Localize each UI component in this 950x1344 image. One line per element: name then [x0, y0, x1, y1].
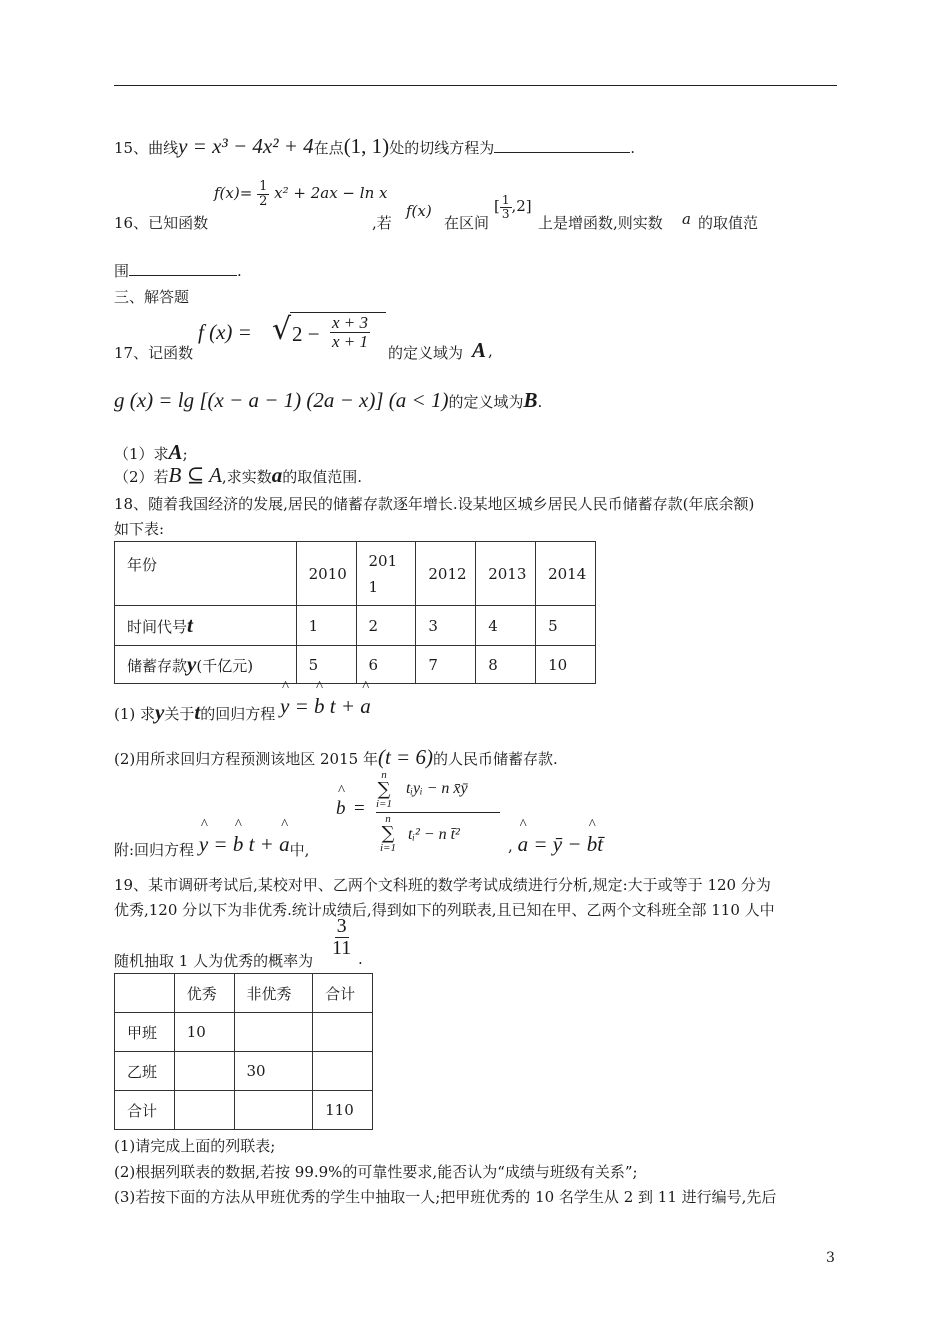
- table-cell[interactable]: [174, 1091, 234, 1130]
- q16-third-den: 3: [501, 206, 510, 221]
- q17-sub1-prefix: （1）求: [114, 445, 169, 463]
- sum-icon: ∑: [381, 823, 395, 844]
- sum-icon: ∑: [377, 779, 391, 800]
- q16-half-den: 2: [259, 193, 268, 209]
- question-16-line2: [114, 260, 242, 281]
- table-header-cell: 合计: [313, 974, 373, 1013]
- q17-g-expression: g (x) = lg [(x − a − 1) (2a − x)] (a < 1): [114, 388, 449, 412]
- q19-line2: 优秀,120 分以下为非优秀.统计成绩后,得到如下的列联表,且已知在甲、乙两个文科班全部 110 人中: [114, 901, 775, 919]
- q16-fx: f(x): [406, 202, 432, 220]
- table-cell: 10: [174, 1013, 234, 1052]
- q16-interval: [494, 194, 532, 220]
- q16-answer-blank[interactable]: [129, 261, 237, 276]
- q16-mid2: 在区间: [444, 214, 490, 232]
- sum-top-index: i=1: [376, 798, 392, 810]
- a-hat-formula: [508, 832, 603, 857]
- q15-mid: 在点: [313, 139, 344, 157]
- section-title: 三、解答题: [114, 288, 190, 306]
- q16-var-a: a: [682, 210, 691, 228]
- q16-int-close: ,2]: [511, 197, 532, 216]
- table-cell: 3: [416, 606, 476, 646]
- q17-sub1: [114, 440, 188, 465]
- table-cell: 2014: [536, 542, 596, 606]
- b-hat-formula: [336, 770, 506, 860]
- q19-sub2: (2)根据列联表的数据,若按 99.9%的可靠性要求,能否认为“成绩与班级有关系”;: [114, 1163, 638, 1181]
- table-cell: 110: [313, 1091, 373, 1130]
- b-hat-num-expr: tᵢyᵢ − n x̄ȳ: [406, 780, 468, 797]
- q16-line2-text: 围: [114, 262, 130, 280]
- q16-end: .: [237, 262, 242, 280]
- appendix-regression: [199, 832, 290, 856]
- q17-set-a: A: [472, 338, 487, 362]
- table-cell[interactable]: [313, 1052, 373, 1091]
- question-15: [114, 134, 635, 159]
- q18-sub2: [114, 745, 558, 770]
- time-var-t: t: [187, 613, 193, 637]
- contingency-table: [114, 973, 373, 1130]
- reg-y-hat: ^ y: [280, 694, 289, 719]
- q16-int-open: [: [494, 197, 500, 216]
- app-eq: =: [213, 832, 228, 856]
- q15-point: (1, 1): [343, 134, 390, 158]
- table-cell: 1: [296, 606, 356, 646]
- q18-sub2-prefix: (2)用所求回归方程预测该地区 2015 年: [114, 750, 378, 768]
- a-hat-rhs: = ȳ −: [533, 832, 582, 856]
- q18-sub1-prefix: (1) 求: [114, 705, 156, 723]
- reg-eq: =: [294, 694, 309, 718]
- table-header-cell: [115, 974, 175, 1013]
- q18-line2: 如下表:: [114, 520, 165, 538]
- q16-function: [214, 180, 387, 208]
- q17-sub1-var: A: [168, 440, 183, 464]
- table-cell: 2013: [476, 542, 536, 606]
- reg-t: t +: [329, 694, 356, 718]
- sum-bottom-n: n: [385, 813, 391, 825]
- year-2011-part-b: 1: [368, 577, 379, 596]
- table-cell[interactable]: [234, 1091, 313, 1130]
- table-cell-year-label: 年份: [115, 542, 297, 606]
- a-hat-tbar: t̄: [597, 832, 604, 856]
- q16-suffix: 的取值范: [698, 214, 759, 232]
- savings-unit: (千亿元): [196, 657, 254, 675]
- table-cell: 30: [234, 1052, 313, 1091]
- sum-bottom: [380, 814, 396, 854]
- q17-sub2-prefix: （2）若: [114, 468, 169, 486]
- table-cell: 2012: [416, 542, 476, 606]
- q17-sub2-end: 的取值范围.: [282, 468, 362, 486]
- table-cell: 5: [536, 606, 596, 646]
- b-hat-denominator: [380, 814, 500, 858]
- table-cell: 4: [476, 606, 536, 646]
- sum-top-n: n: [381, 769, 387, 781]
- q18-sub1-end: 的回归方程: [200, 705, 276, 723]
- a-hat-expression: [518, 832, 604, 856]
- q19-sub1: (1)请完成上面的列联表;: [114, 1137, 276, 1155]
- q17-sub2-condition: B ⊆ A: [168, 463, 222, 487]
- page-number: 3: [826, 1250, 835, 1266]
- year-2011-part-a: 201: [368, 551, 398, 570]
- app-t: t +: [248, 832, 274, 856]
- table-cell: 合计: [115, 1091, 175, 1130]
- savings-table: [114, 541, 596, 684]
- table-cell: 5: [296, 646, 356, 684]
- table-cell-2011: [356, 542, 416, 606]
- q18-appendix: [114, 832, 310, 861]
- table-row: [115, 646, 596, 684]
- q16-func-rest: x² + 2ax − ln x: [274, 184, 388, 203]
- q16-mid1: ,若: [372, 214, 392, 232]
- savings-var-y: y: [187, 652, 197, 676]
- b-hat-den-expr: tᵢ² − n t̄²: [408, 826, 460, 843]
- q19-line3-end: .: [358, 950, 363, 968]
- q15-end: .: [630, 139, 635, 157]
- table-cell: 乙班: [115, 1052, 175, 1091]
- q17-sub2-var: a: [271, 463, 283, 487]
- q17-f-lhs: f (x) =: [198, 320, 252, 344]
- table-cell[interactable]: [313, 1013, 373, 1052]
- q17-fraction: [330, 314, 370, 351]
- app-b-hat: ^ b: [233, 832, 244, 857]
- q17-sub2-mid: ,求实数: [221, 468, 272, 486]
- appendix-prefix: 附:回归方程: [114, 841, 195, 859]
- savings-label-text: 储蓄存款: [127, 657, 188, 675]
- table-cell[interactable]: [234, 1013, 313, 1052]
- table-cell: 甲班: [115, 1013, 175, 1052]
- table-cell: 8: [476, 646, 536, 684]
- q18-line1: 18、随着我国经济的发展,居民的储蓄存款逐年增长.设某地区城乡居民人民币储蓄存款(年底余额): [114, 495, 755, 513]
- q19-line3-text: 随机抽取 1 人为优秀的概率为: [114, 952, 314, 970]
- q15-prefix: 15、曲线: [114, 139, 179, 157]
- q18-sub2-condition: (t = 6): [377, 745, 433, 769]
- sum-top: [376, 770, 392, 810]
- q18-sub1: [114, 694, 371, 725]
- q16-mid3: 上是增函数,则实数: [538, 214, 663, 232]
- q15-curve-equation: y = x³ − 4x² + 4: [178, 134, 314, 158]
- b-hat-eq: =: [354, 798, 365, 819]
- q17-frac-num: x + 3: [332, 313, 369, 332]
- table-row: [115, 606, 596, 646]
- b-hat-numerator: [376, 770, 500, 813]
- table-cell: 7: [416, 646, 476, 684]
- q19-probability-fraction: [330, 916, 353, 959]
- q19-sub3: (3)若按下面的方法从甲班优秀的学生中抽取一人;把甲班优秀的 10 名学生从 2 到 11 进行编号,先后: [114, 1188, 777, 1206]
- q16-func-lhs: f(x)=: [214, 184, 253, 203]
- q18-sub2-end: 的人民币储蓄存款.: [432, 750, 558, 768]
- table-row: [115, 1052, 373, 1091]
- a-hat-comma: ,: [508, 837, 513, 855]
- q17-set-b: B: [523, 388, 538, 412]
- q18-sub1-mid: 关于: [164, 705, 195, 723]
- app-y-hat: ^ y: [199, 832, 208, 857]
- table-cell: 10: [536, 646, 596, 684]
- q17-sub1-end: ;: [182, 445, 188, 463]
- q17-f-suffix: 的定义域为: [388, 344, 464, 362]
- table-row: [115, 1091, 373, 1130]
- a-hat-b: ^ b: [587, 832, 598, 857]
- q16-half-num: 1: [259, 179, 268, 194]
- q16-half-fraction: [257, 180, 269, 208]
- sum-bottom-index: i=1: [380, 842, 396, 854]
- table-row: [115, 542, 596, 606]
- table-cell: 2: [356, 606, 416, 646]
- appendix-mid: 中,: [289, 841, 310, 859]
- header-rule: [114, 85, 837, 86]
- q16-third-fraction: [500, 194, 512, 220]
- q17-g-suffix: 的定义域为: [448, 393, 524, 411]
- a-hat-symbol: ^ a: [518, 832, 529, 857]
- q17-sqrt-icon: √: [272, 312, 292, 347]
- table-cell-savings-label: [115, 646, 297, 684]
- q18-sub1-y: y: [155, 700, 165, 724]
- table-cell: 6: [356, 646, 416, 684]
- table-cell[interactable]: [174, 1052, 234, 1091]
- b-hat-symbol: ^ b: [336, 798, 346, 820]
- app-a-hat: ^ a: [279, 832, 290, 857]
- table-cell: 2010: [296, 542, 356, 606]
- q16-third-num: 1: [501, 193, 510, 207]
- q17-sub2: [114, 463, 362, 488]
- q15-answer-blank[interactable]: [494, 138, 630, 153]
- prob-den: 11: [332, 937, 352, 959]
- reg-b-hat: ^ b: [314, 694, 325, 719]
- table-row: [115, 974, 373, 1013]
- table-row: [115, 1013, 373, 1052]
- table-header-cell: 非优秀: [234, 974, 313, 1013]
- prob-num: 3: [336, 915, 347, 937]
- q15-suffix: 处的切线方程为: [389, 139, 495, 157]
- q18-regression-equation: [280, 694, 371, 718]
- table-cell-time-label: [115, 606, 297, 646]
- q17-period: .: [537, 393, 543, 411]
- q19-line1: 19、某市调研考试后,某校对甲、乙两个文科班的数学考试成绩进行分析,规定:大于或等于 120 分为: [114, 876, 771, 894]
- reg-a-hat: ^ a: [360, 694, 371, 719]
- table-header-cell: 优秀: [174, 974, 234, 1013]
- q17-frac-den: x + 1: [332, 331, 369, 351]
- q17-comma: ,: [488, 342, 493, 360]
- q17-sqrt-left: 2 −: [292, 322, 320, 346]
- time-label-text: 时间代号: [127, 618, 188, 636]
- q16-prefix: 16、已知函数: [114, 214, 209, 232]
- q18-sub1-t: t: [194, 700, 201, 724]
- q17-prefix: 17、记函数: [114, 344, 194, 362]
- question-17-g: [114, 388, 542, 413]
